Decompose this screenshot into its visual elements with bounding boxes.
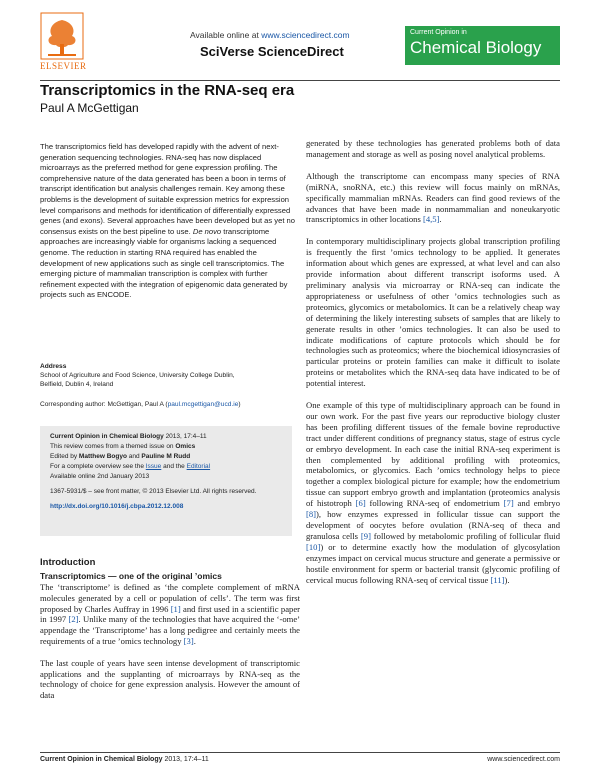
header-divider [40, 80, 560, 81]
doi-link[interactable]: http://dx.doi.org/10.1016/j.cbpa.2012.12.008 [50, 503, 184, 510]
right-paragraph-4 [306, 400, 560, 585]
info-editor1: Matthew Bogyo [78, 453, 127, 460]
address-line2: Belfield, Dublin 4, Ireland [40, 381, 114, 388]
address-heading: Address [40, 363, 67, 370]
platform-name: SciVerse ScienceDirect [200, 44, 344, 59]
journal-banner-big: Chemical Biology [410, 38, 542, 57]
info-editors-line [50, 452, 282, 462]
right-column [306, 138, 560, 596]
info-theme: Omics [175, 443, 196, 450]
available-prefix: Available online at [190, 30, 262, 40]
right-paragraph-2 [306, 171, 560, 226]
publisher-logo-text: ELSEVIER [40, 61, 87, 71]
info-available-online: Available online 2nd January 2013 [50, 473, 150, 480]
intro-heading: Introduction [40, 557, 96, 568]
citation-link[interactable]: [3] [183, 635, 194, 646]
citation-link[interactable]: [10] [306, 541, 321, 552]
info-overview-prefix: For a complete overview see the [50, 463, 146, 470]
intro-paragraph-1 [40, 582, 300, 647]
text-span: . [193, 635, 196, 646]
citation-link[interactable]: [2] [68, 614, 79, 625]
citation-link[interactable]: [11] [490, 574, 505, 585]
footer-citation [40, 756, 209, 763]
right-paragraph-1: generated by these technologies has generated problems both of data management and storage as well as posing novel analytical problems. [306, 138, 560, 159]
text-span: and first used in a scientific paper in 1997 [40, 603, 301, 625]
text-span: ). [504, 574, 510, 585]
footer-divider [40, 752, 560, 753]
corr-suffix: ) [238, 401, 241, 408]
info-journal-line [50, 432, 282, 442]
abstract [40, 142, 300, 301]
citation-link[interactable]: [4,5] [422, 214, 440, 225]
available-online-line [190, 30, 350, 40]
text-span: The ‘transcriptome’ is defined as ‘the complete complement of mRNA molecules generated by a cell or population of cells’. The term was first proposed by Charles Auffray in 1996 [40, 582, 300, 614]
citation-link[interactable]: [7] [503, 498, 514, 509]
text-span: followed by metabolomic profiling of follicular fluid [370, 530, 560, 541]
text-span: . [439, 214, 442, 225]
right-paragraph-3: In contemporary multidisciplinary projects global transcription profiling is frequently the first ’omics technology to be applied. It generates information about which genes are expressed, at what level and can also provide information about different transcript isoforms used. A preliminary analysis via microarray or RNA-seq can indicate the appropriateness or usefulness of other ’omics technologies such as proteomics, glycomics or metabolomics. It can be a relatively cheap way of determining the likely interesting subsets of samples that are likely to generate results in other ’omics technologies. It can also be used to indicate modifications of capture protocols which should be for technologies such as proteomics; where the biochemical idiosyncrasies of particular proteins or protein families can make it difficult to isolate proteins or metabolites which the RNA-seq data have indicated to be of potential interest. [306, 236, 560, 389]
corresponding-author [40, 401, 300, 408]
corr-email-link[interactable]: paul.mcgettigan@ucd.ie [167, 401, 239, 408]
text-span: ) or to determine exactly how the modulation of glycosylation enzymes impact on cervical mucus structure and generate a permissive or hostile environment for sperm or bacterial transit (glycomic profiling of cervical mucus following RNA-seq of cervical tissue [306, 541, 560, 585]
article-author: Paul A McGettigan [40, 101, 139, 115]
text-span: Although the transcriptome can encompass many species of RNA (miRNA, snoRNA, etc.) this review will focus mainly on mRNAs, specifically mammalian mRNAs. Readers can find good reviews of the advances that have been made in nonmammalian and noneukaryotic transcriptomics in other locations [306, 170, 560, 225]
footer-journal: Current Opinion in Chemical Biology [40, 756, 163, 763]
info-overview-line [50, 462, 282, 472]
citation-link[interactable]: [9] [360, 530, 371, 541]
footer-ref: 2013, 17:4–11 [162, 756, 209, 763]
article-info-box [40, 426, 292, 536]
address-line1: School of Agriculture and Food Science, University College Dublin, [40, 372, 235, 379]
corr-prefix: Corresponding author: McGettigan, Paul A ( [40, 401, 168, 408]
info-journal-ref: 2013, 17:4–11 [163, 433, 207, 440]
info-journal-name: Current Opinion in Chemical Biology [50, 433, 164, 440]
elsevier-logo [40, 12, 87, 71]
info-theme-prefix: This review comes from a themed issue on [50, 443, 176, 450]
abstract-denovo: De novo [192, 226, 222, 236]
footer-url[interactable]: www.sciencedirect.com [487, 756, 560, 763]
issue-link[interactable]: Issue [145, 463, 162, 470]
info-copyright: 1367-5931/$ – see front matter, © 2013 Elsevier Ltd. All rights reserved. [50, 488, 257, 495]
editorial-link[interactable]: Editorial [186, 463, 211, 470]
info-edited-and: and [126, 453, 142, 460]
text-span: One example of this type of multidisciplinary approach can be found in our own work. For the past five years our reproductive biology cluster has been profiling different tissues of the female bovine reproductive tract under different conditions of pregnancy status, stage of estrus cycle or embryo development. In each case the initial RNA-seq experiment is then complemented by additional profiling with proteomics, metabolomics, or glycomics. Each ’omics technology helps to piece together a complex biological picture for example; how the endometrium tissue can support embryo growth and implantation (proteomics analysis of histotroph [306, 400, 560, 509]
text-span: ), how enzymes expressed in follicular tissue can support the development of oocytes before ovulation (RNA-seq of theca and granulosa cells [306, 509, 560, 541]
author-address [40, 362, 300, 389]
citation-link[interactable]: [1] [170, 603, 181, 614]
abstract-part1: The transcriptomics field has developed rapidly with the advent of next-generation sequencing technologies. RNA-seq has now displaced microarrays as the preferred method for gene expression profiling. The comprehensive nature of the data generated has been a boon in terms of transcript identification but analysis challenges remain. Key among these problems is the development of suitable expression metrics for expression level comparisons and methods for identification of differentially expressed genes (and exons). Several approaches have been developed but as yet no consensus exists on the best pipeline to use. [40, 142, 295, 236]
info-overview-and: and the [161, 463, 187, 470]
abstract-part2: transcriptome approaches are increasingly viable for organisms lacking a sequenced genome. The reduction in starting RNA required has enabled the development of new applications such as single cell transcriptomics. The emerging picture of mammalian transcription is complex with further refinement expected with the integration of epigenomic data generated by projects such as ENCODE. [40, 226, 288, 300]
citation-link[interactable]: [8] [306, 509, 317, 520]
info-theme-line [50, 442, 282, 452]
intro-paragraph-2: The last couple of years have seen intense development of transcriptomic applications and the supplanting of microarrays by RNA-seq as the technology of choice for gene expression analysis. However the amount of data [40, 657, 300, 701]
info-edited-prefix: Edited by [50, 453, 79, 460]
info-editor2: Pauline M Rudd [141, 453, 191, 460]
intro-body [40, 582, 300, 712]
citation-link[interactable]: [6] [355, 498, 366, 509]
sciencedirect-link[interactable]: www.sciencedirect.com [261, 30, 350, 40]
elsevier-tree-icon [40, 12, 84, 60]
text-span: and embryo [513, 498, 560, 509]
intro-subheading: Transcriptomics — one of the original ’omics [40, 571, 222, 581]
text-span: . Unlike many of the technologies that have acquired the ‘-ome’ appendage the ‘Transcriptome’ has a long pedigree and certainly meets the requirements of a true ’omics technology [40, 614, 301, 646]
journal-banner-small: Current Opinion in [410, 29, 467, 36]
text-span: following RNA-seq of endometrium [365, 498, 504, 509]
article-title: Transcriptomics in the RNA-seq era [40, 82, 295, 99]
journal-banner [405, 26, 560, 65]
